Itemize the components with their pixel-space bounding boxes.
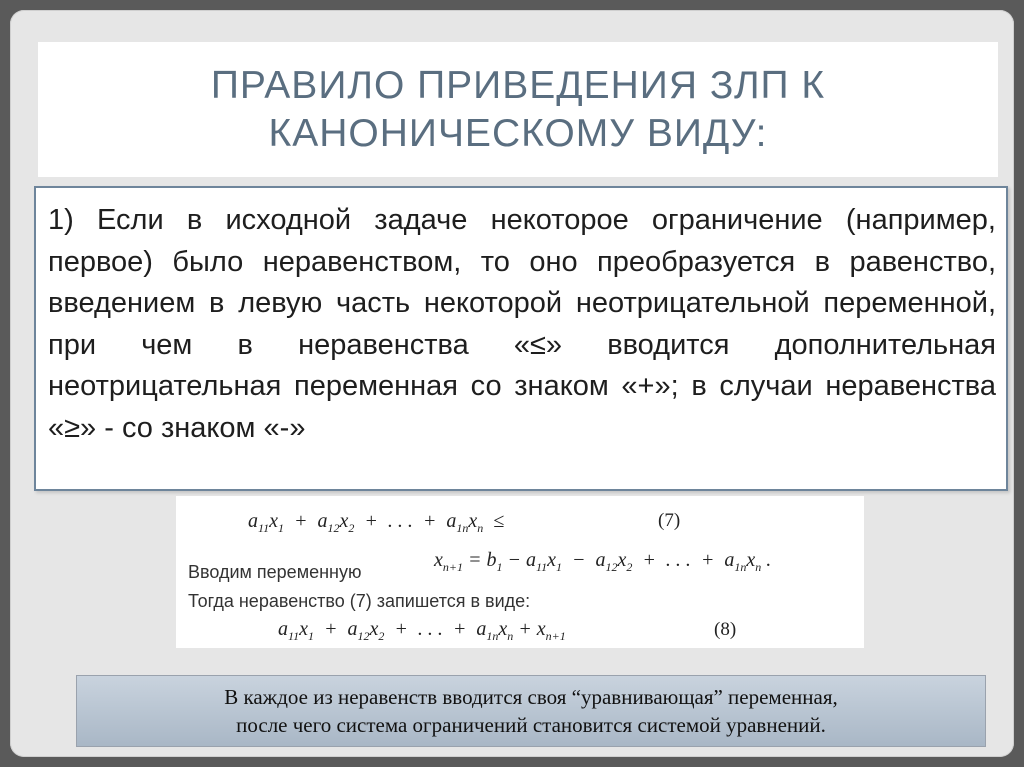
title-line-2: КАНОНИЧЕСКОМУ ВИДУ: xyxy=(268,111,768,155)
formula-image xyxy=(176,496,864,648)
summary-line-2: после чего система ограничений становится системой уравнений. xyxy=(236,713,826,737)
title-line-1: ПРАВИЛО ПРИВЕДЕНИЯ ЗЛП К xyxy=(210,63,826,107)
rule-box xyxy=(34,186,1008,491)
formula-equation-8: $a_{11}x_1 + a_{12}x_2$ + . . . + $a_{1n}x_n + x_{n+1}$ xyxy=(278,618,566,643)
title-box xyxy=(38,42,998,177)
then-inequality-label: Тогда неравенство (7) запишется в виде: xyxy=(188,591,531,611)
equation-number-8: (8) xyxy=(714,619,737,640)
intro-variable-label: Вводим переменную xyxy=(188,562,362,582)
formula-new-variable: $x_{n+1} = b_1 - a_{11}x_1 - a_{12}x_2$ + . . . + $a_{1n}x_n$ . xyxy=(434,549,772,574)
slide-title xyxy=(211,62,825,158)
rule-text: 1) Если в исходной задаче некоторое ограничение (например, первое) было неравенством, то оно преобразуется в равенство, введением в левую часть некоторой неотрицательной переменной, при чем в неравенства «≤» вводится дополнительная неотрицательная переменная со знаком «+»; в случаи неравенства «≥» - со знаком «-» xyxy=(48,204,996,444)
summary-line-1: В каждое из неравенств вводится своя “уравнивающая” переменная, xyxy=(224,685,838,709)
slide xyxy=(10,10,1014,757)
formula-inequality-7: $a_{11}x_1 + a_{12}x_2$ + . . . + $a_{1n}x_n$ ≤ xyxy=(248,510,505,535)
summary-box xyxy=(76,675,986,747)
equation-number-7: (7) xyxy=(658,510,681,531)
